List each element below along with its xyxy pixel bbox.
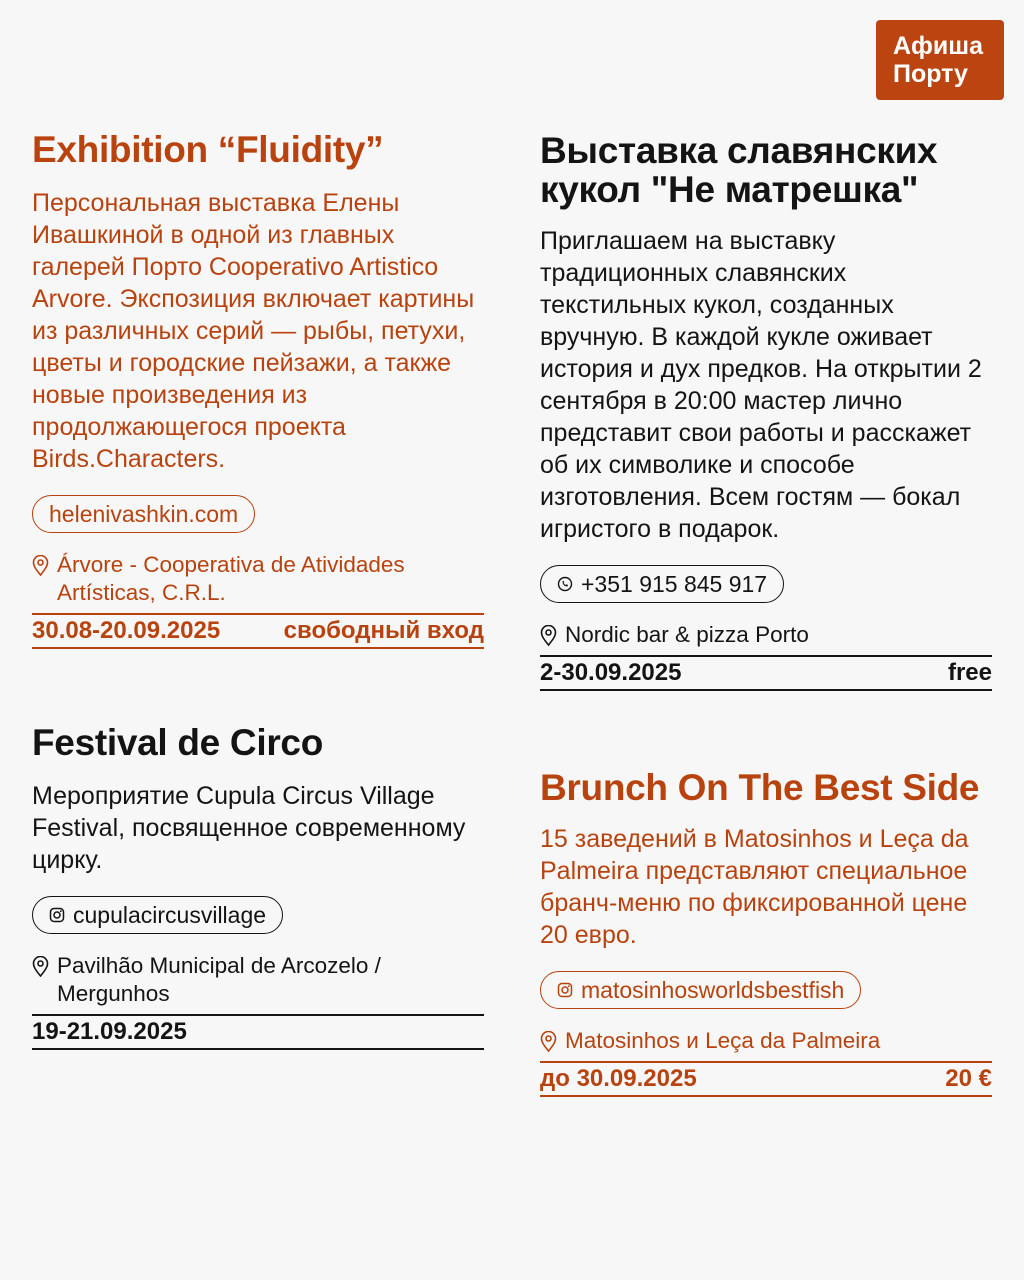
instagram-link[interactable]	[32, 896, 283, 934]
event-footer	[32, 1014, 484, 1050]
link-label: cupulacircusvillage	[73, 901, 267, 928]
event-dates: 2-30.09.2025	[540, 659, 682, 686]
location-pin-icon	[540, 1031, 557, 1052]
event-card-fluidity	[32, 130, 484, 649]
event-footer	[540, 1061, 992, 1097]
location-pin-icon	[32, 555, 49, 576]
event-title: Exhibition “Fluidity”	[32, 129, 384, 170]
location-text: Matosinhos и Leça da Palmeira	[565, 1028, 881, 1053]
location-text: Pavilhão Municipal de Arcozelo / Mergunhos	[57, 953, 381, 1006]
link-label: matosinhosworldsbestfish	[581, 976, 845, 1003]
logo-line2: Порту	[893, 60, 968, 88]
event-title: Brunch On The Best Side	[540, 767, 980, 808]
event-location	[32, 952, 484, 1008]
event-location	[540, 1027, 992, 1055]
phone-link[interactable]	[540, 565, 784, 603]
instagram-link[interactable]	[540, 971, 861, 1009]
event-card-dolls	[540, 131, 992, 691]
event-description: 15 заведений в Matosinhos и Leça da Palmeira представляют специальное бранч-меню по фиксированной цене 20 евро.	[540, 825, 969, 949]
location-text: Árvore - Cooperativa de Atividades Artísticas, C.R.L.	[57, 552, 405, 605]
event-price: 20 €	[945, 1065, 992, 1092]
website-link[interactable]	[32, 495, 255, 533]
link-label: +351 915 845 917	[581, 570, 768, 597]
event-location	[540, 621, 992, 649]
location-pin-icon	[32, 956, 49, 977]
event-title: Выставка славянских кукол "Не матрешка"	[540, 130, 938, 210]
link-label: helenivashkin.com	[49, 500, 239, 527]
instagram-icon	[49, 907, 65, 923]
whatsapp-icon	[557, 576, 573, 592]
event-card-brunch	[540, 768, 992, 1097]
location-text: Nordic bar & pizza Porto	[565, 622, 809, 647]
instagram-icon	[557, 982, 573, 998]
event-title: Festival de Circo	[32, 722, 324, 763]
event-price: свободный вход	[283, 617, 484, 644]
event-footer	[32, 613, 484, 649]
location-pin-icon	[540, 625, 557, 646]
event-card-circus	[32, 723, 484, 1050]
event-location	[32, 551, 484, 607]
event-dates: до 30.09.2025	[540, 1065, 697, 1092]
afisha-porto-logo	[876, 20, 1004, 100]
logo-line1: Афиша	[893, 32, 984, 60]
event-description: Персональная выставка Елены Ивашкиной в одной из главных галерей Порто Cooperativo Artistico Arvore. Экспозиция включает картины из различных серий — рыбы, петухи, цветы и городские пейзажи, а также новые произведения из продолжающегося проекта Birds.Characters.	[32, 189, 475, 473]
event-description: Мероприятие Cupula Circus Village Festival, посвященное современному цирку.	[32, 782, 466, 874]
event-dates: 30.08-20.09.2025	[32, 617, 221, 644]
event-dates: 19-21.09.2025	[32, 1018, 187, 1045]
event-footer	[540, 655, 992, 691]
event-description: Приглашаем на выставку традиционных славянских текстильных кукол, созданных вручную. В каждой кукле оживает история и дух предков. На открытии 2 сентября в 20:00 мастер лично представит свои работы и расскажет об их символике и способе изготовления. Всем гостям — бокал игристого в подарок.	[540, 227, 982, 543]
event-price: free	[947, 659, 992, 686]
